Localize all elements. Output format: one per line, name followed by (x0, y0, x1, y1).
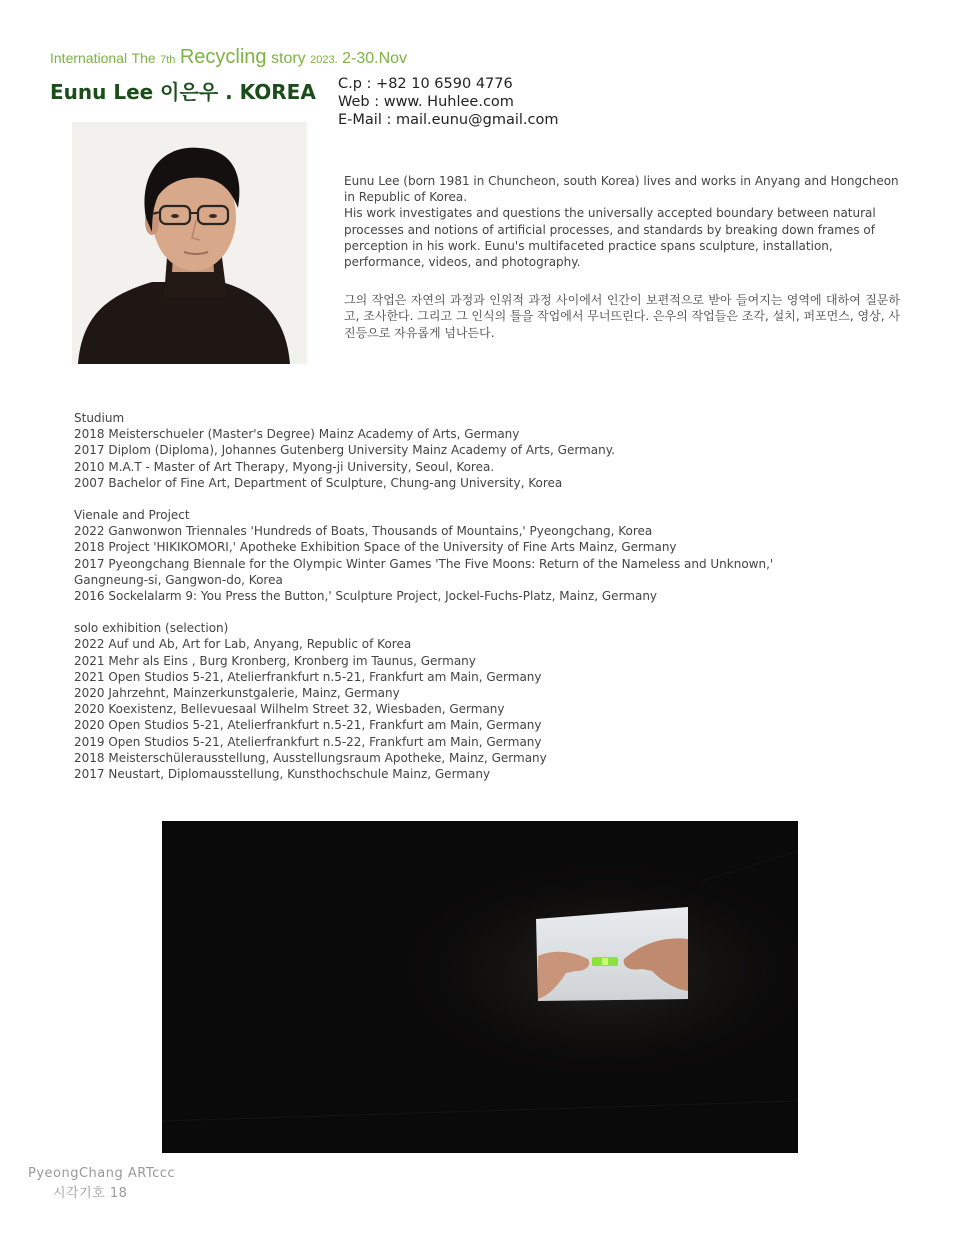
bio-korean: 그의 작업은 자연의 과정과 인위적 과정 사이에서 인간이 보편적으로 받아 들여지는 영역에 대하여 질문하고, 조사한다. 그리고 그 인식의 틀을 작업에서 무너뜨린다. 은우의 작업들은 조각, 설치, 퍼포먼스, 영상, 사진등으로 자유롭게 넘나든다. (344, 293, 900, 340)
header-the: The (131, 50, 156, 66)
contact-web[interactable]: Web : www. Huhlee.com (338, 94, 514, 110)
artwork-illustration (162, 821, 798, 1153)
cv-entry: 2010 M.A.T - Master of Art Therapy, Myong-ji University, Seoul, Korea. (74, 459, 495, 474)
contact-block (338, 75, 558, 129)
cv-entry: 2020 Open Studios 5-21, Atelierfrankfurt n.5-21, Frankfurt am Main, Germany (74, 718, 542, 733)
header-international: International (50, 50, 128, 66)
header-edition: 7th (160, 54, 176, 66)
cv-entry: 2018 Meisterschueler (Master's Degree) Mainz Academy of Arts, Germany (74, 427, 520, 442)
cv-section (74, 410, 894, 798)
artist-bio (344, 173, 900, 341)
header-story: story (271, 50, 306, 67)
bio-english-statement: His work investigates and questions the universally accepted boundary between natural processes and notions of artificial processes, and standards by breaking down frames of perception in his work. Eunu's multifaceted practice spans sculpture, installation, performance, videos, and photography. (344, 206, 876, 270)
cv-entry: 2020 Jahrzehnt, Mainzerkunstgalerie, Mainz, Germany (74, 686, 400, 701)
footer-page-number: 시각기호 18 (53, 1186, 128, 1201)
cv-entry: 2019 Open Studios 5-21, Atelierfrankfurt n.5-22, Frankfurt am Main, Germany (74, 734, 542, 749)
footer-org: PyeongChang ARTccc (28, 1166, 176, 1181)
page-footer (28, 1164, 175, 1204)
cv-entry: 2017 Neustart, Diplomausstellung, Kunsthochschule Mainz, Germany (74, 767, 491, 782)
artist-portrait (72, 122, 307, 364)
contact-email[interactable]: E-Mail : mail.eunu@gmail.com (338, 112, 559, 128)
header-recycling: Recycling (179, 46, 267, 68)
contact-phone: C.p : +82 10 6590 4776 (338, 76, 513, 92)
artist-name: Eunu Lee 이은우 . KOREA (50, 80, 316, 104)
studium-title: Studium (74, 411, 125, 425)
cv-entry: 2007 Bachelor of Fine Art, Department of Sculpture, Chung-ang University, Korea (74, 475, 563, 490)
bio-english-intro: Eunu Lee (born 1981 in Chuncheon, south Korea) lives and works in Anyang and Hongcheon in Republic of Korea. (344, 174, 899, 205)
exhibition-header (50, 46, 407, 69)
cv-entry: Gangneung-si, Gangwon-do, Korea (74, 572, 283, 587)
vienale-section (74, 507, 894, 604)
cv-entry: 2018 Meisterschülerausstellung, Ausstellungsraum Apotheke, Mainz, Germany (74, 750, 547, 765)
portrait-illustration (72, 122, 307, 364)
cv-entry: 2021 Mehr als Eins , Burg Kronberg, Kronberg im Taunus, Germany (74, 653, 476, 668)
artwork-photo (162, 821, 798, 1153)
solo-section (74, 620, 894, 782)
cv-entry: 2016 Sockelalarm 9: You Press the Button,' Sculpture Project, Jockel-Fuchs-Platz, Mainz, Germany (74, 589, 658, 604)
cv-entry: 2017 Pyeongchang Biennale for the Olympic Winter Games 'The Five Moons: Return of the Nameless and Unknown,' (74, 556, 774, 571)
cv-entry: 2022 Ganwonwon Triennales 'Hundreds of Boats, Thousands of Mountains,' Pyeongchang, Korea (74, 524, 653, 539)
cv-entry: 2017 Diplom (Diploma), Johannes Gutenberg University Mainz Academy of Arts, Germany. (74, 443, 615, 458)
header-dates: 2-30.Nov (342, 50, 408, 67)
cv-entry: 2018 Project 'HIKIKOMORI,' Apotheke Exhibition Space of the University of Fine Arts Mainz, Germany (74, 540, 677, 555)
vienale-title: Vienale and Project (74, 508, 190, 523)
header-year: 2023. (310, 54, 338, 66)
cv-entry: 2021 Open Studios 5-21, Atelierfrankfurt n.5-21, Frankfurt am Main, Germany (74, 669, 542, 684)
solo-title: solo exhibition (selection) (74, 621, 229, 636)
cv-entry: 2020 Koexistenz, Bellevuesaal Wilhelm Street 32, Wiesbaden, Germany (74, 702, 505, 717)
cv-entry: 2022 Auf und Ab, Art for Lab, Anyang, Republic of Korea (74, 637, 412, 652)
studium-section (74, 410, 894, 491)
